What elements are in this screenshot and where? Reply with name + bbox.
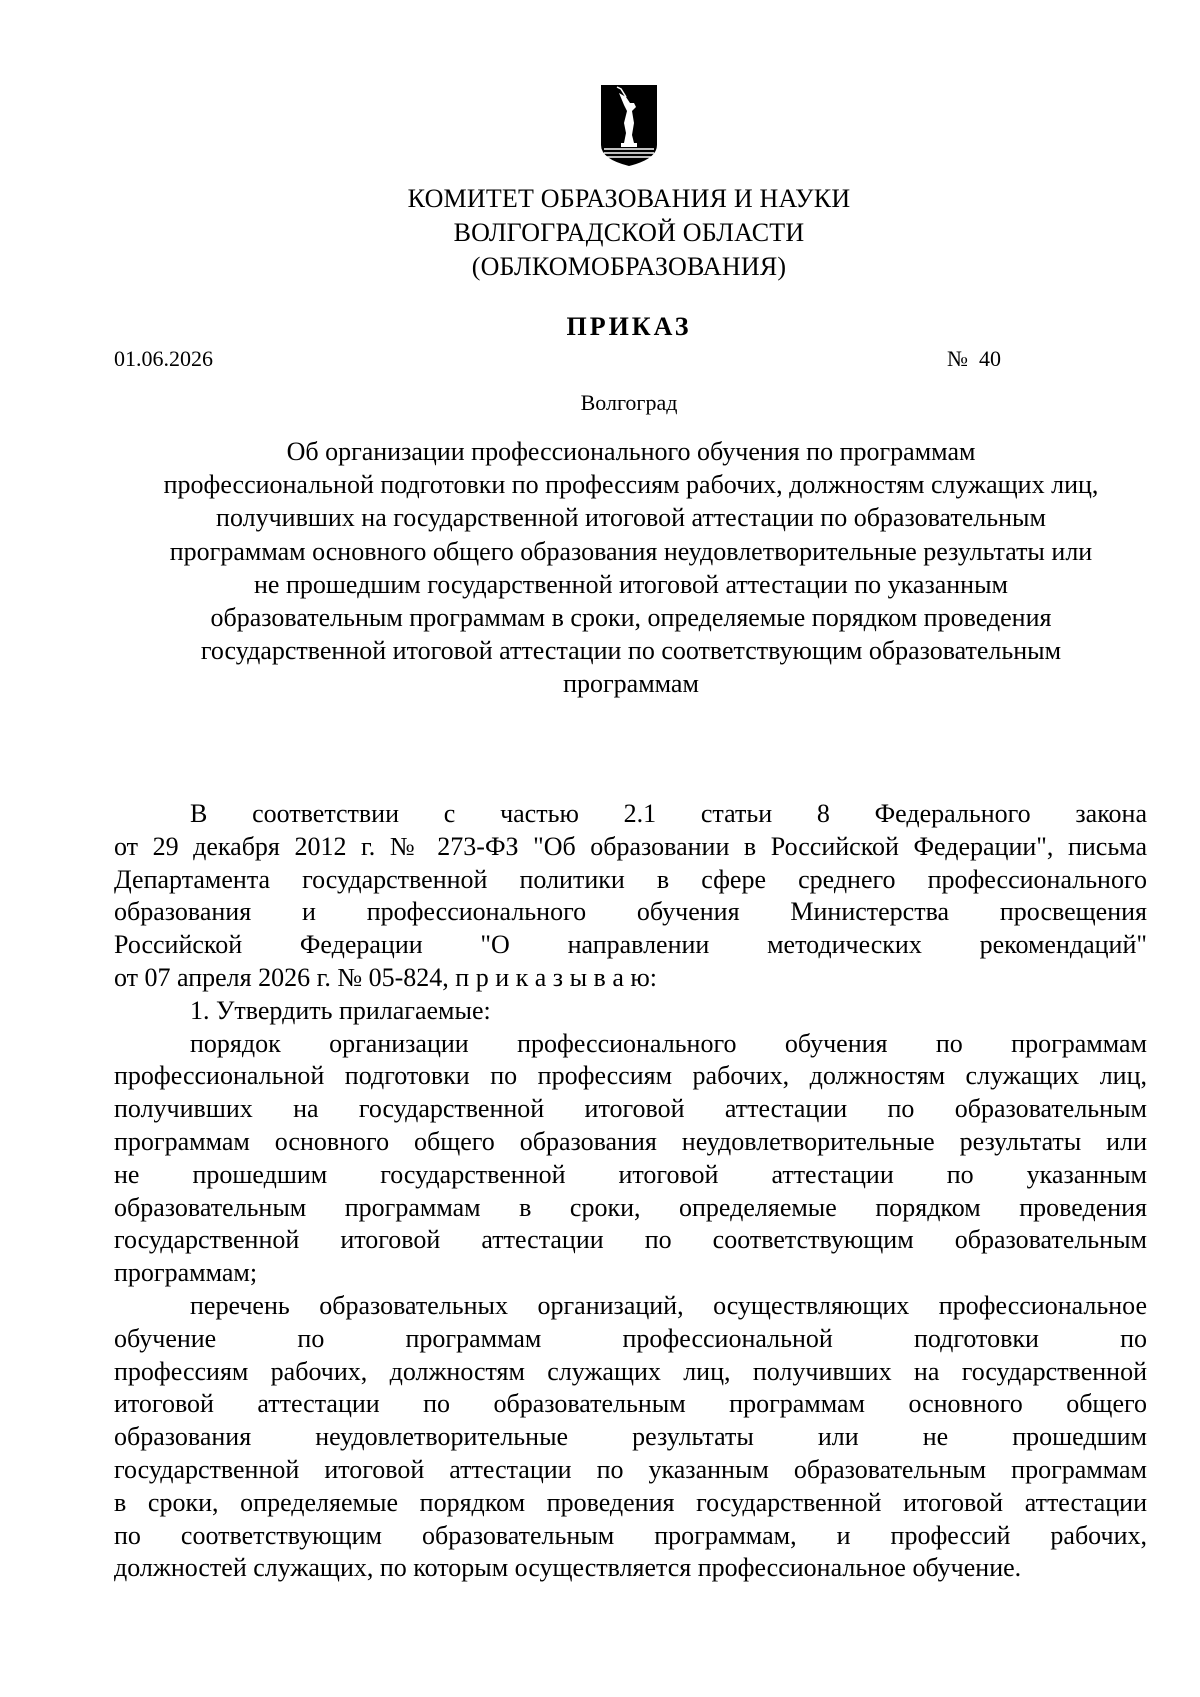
body-line: получивших на государственной итоговой аттестации по образовательным [114,1094,1147,1124]
document-date: 01.06.2026 [114,346,213,371]
organization-line-2: ВОЛГОГРАДСКОЙ ОБЛАСТИ [453,218,805,247]
body-line: государственной итоговой аттестации по указанным образовательным программам [114,1454,1147,1484]
body-line: по соответствующим образовательным программам, и профессий рабочих, [114,1520,1147,1550]
body-line: В соответствии с частью 2.1 статьи 8 Федерального закона [190,799,1147,828]
body-line: программам; [114,1258,258,1288]
document-city: Волгоград [580,390,678,415]
heading-line: получивших на государственной итоговой аттестации по образовательным [216,503,1046,533]
body-line: Департамента государственной политики в сфере среднего профессионального [114,864,1147,894]
body-line: порядок организации профессионального обучения по программам [190,1028,1147,1058]
heading-line: программам основного общего образования неудовлетворительные результаты или [169,536,1093,566]
body-line: программам основного общего образования неудовлетворительные результаты или [114,1126,1147,1156]
organization-name [0,182,1200,284]
heading-line: образовательным программам в сроки, определяемые порядком проведения [210,603,1052,633]
heading-line: профессиональной подготовки по профессиям рабочих, должностям служащих лиц, [163,470,1099,500]
document-type: ПРИКАЗ [566,312,692,341]
document-body [114,798,1147,1585]
heading-line: государственной итоговой аттестации по соответствующим образовательным [200,636,1062,666]
heading-line: Об организации профессионального обучения по программам [286,437,976,466]
body-line: обучение по программам профессиональной подготовки по [114,1323,1147,1353]
body-line: образовательным программам в сроки, определяемые порядком проведения [114,1192,1147,1222]
organization-line-1: КОМИТЕТ ОБРАЗОВАНИЯ И НАУКИ [407,184,851,213]
body-line: в сроки, определяемые порядком проведения государственной итоговой аттестации [114,1487,1147,1517]
body-line: не прошедшим государственной итоговой аттестации по указанным [114,1159,1147,1189]
volgograd-coat-of-arms-icon [599,83,659,168]
body-line: от 29 декабря 2012 г. № 273-ФЗ "Об образовании в Российской Федерации", письма [114,831,1147,861]
heading-line: не прошедшим государственной итоговой аттестации по указанным [254,569,1008,599]
body-line: образования неудовлетворительные результаты или не прошедшим [114,1422,1147,1452]
organization-line-3: (ОБЛКОМОБРАЗОВАНИЯ) [471,252,787,281]
body-line: 1. Утвердить прилагаемые: [190,995,491,1025]
body-line: Российской Федерации "О направлении методических рекомендаций" [114,930,1147,960]
body-line: от 07 апреля 2026 г. № 05-824, п р и к а з ы в а ю: [114,962,658,992]
heading-line: программам [563,669,699,699]
body-line: должностей служащих, по которым осуществляется профессиональное обучение. [114,1553,1022,1583]
document-number: № 40 [947,346,1001,371]
body-line: профессиям рабочих, должностям служащих лиц, получивших на государственной [114,1356,1147,1386]
body-line: итоговой аттестации по образовательным программам основного общего [114,1389,1147,1419]
body-line: государственной итоговой аттестации по соответствующим образовательным [114,1225,1147,1255]
body-line: профессиональной подготовки по профессиям рабочих, должностям служащих лиц, [114,1061,1147,1091]
body-line: перечень образовательных организаций, осуществляющих профессиональное [190,1290,1147,1320]
body-line: образования и профессионального обучения Министерства просвещения [114,897,1147,927]
document-heading [116,435,1146,701]
